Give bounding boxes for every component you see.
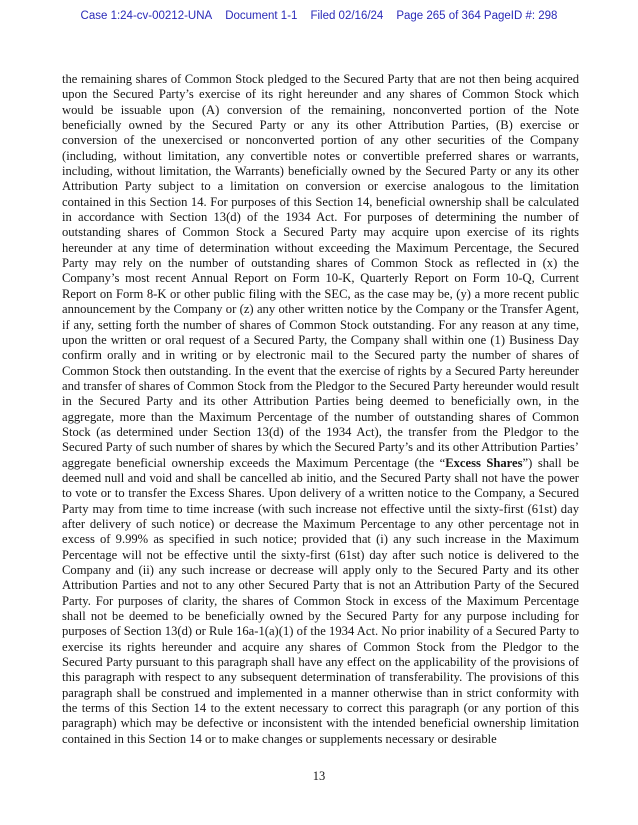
case-header: [0, 10, 638, 22]
paragraph-part1: the remaining shares of Common Stock pledged to the Secured Party that are not then being acquired upon the Secured Party’s exercise of its right hereunder and any shares of Common Stock which would be issuable upon (A) conversion of the remaining, nonconverted portion of the Note beneficially owned by the Secured Party or any its other Attribution Parties, (B) exercise or conversion of the unexercised or nonconverted portion of any other securities of the Company (including, without limitation, any convertible notes or convertible preferred shares or warrants, including, without limitation, the Warrants) beneficially owned by the Secured Party or any its other Attribution Party subject to a limitation on conversion or exercise analogous to the limitation contained in this Section 14. For purposes of this Section 14, beneficial ownership shall be calculated in accordance with Section 13(d) of the 1934 Act. For purposes of determining the number of outstanding shares of Common Stock a Secured Party may acquire upon exercise of its rights hereunder at any time of determination without exceeding the Maximum Percentage, the Secured Party may rely on the number of outstanding shares of Common Stock as reflected in (x) the Company’s most recent Annual Report on Form 10-K, Quarterly Report on Form 10-Q, Current Report on Form 8-K or other public filing with the SEC, as the case may be, (y) a more recent public announcement by the Company or (z) any other written notice by the Company or the Transfer Agent, if any, setting forth the number of shares of Common Stock outstanding. For any reason at any time, upon the written or oral request of a Secured Party, the Company shall within one (1) Business Day confirm orally and in writing or by electronic mail to the Secured party the number of shares of Common Stock then outstanding. In the event that the exercise of rights by a Secured Party hereunder and transfer of shares of Common Stock from the Pledgor to the Secured Party hereunder would result in the Secured Party and its other Attribution Parties being deemed to beneficially own, in the aggregate, more than the Maximum Percentage of the number of outstanding shares of Common Stock (as determined under Section 13(d) of the 1934 Act), the transfer from the Pledgor to the Secured Party of such number of shares by which the Secured Party’s and its other Attribution Parties’ aggregate beneficial ownership exceeds the Maximum Percentage (the “: [62, 72, 579, 470]
page-info: Page 265 of 364 PageID #: 298: [396, 10, 558, 22]
legal-text-paragraph: [62, 72, 579, 747]
document-body: [62, 72, 579, 747]
paragraph-part2: ”) shall be deemed null and void and shall be cancelled ab initio, and the Secured Party shall not have the power to vote or to transfer the Excess Shares. Upon delivery of a written notice to the Company, a Secured Party may from time to time increase (with such increase not effective until the sixty-first (61st) day after delivery of such notice) or decrease the Maximum Percentage to any other percentage not in excess of 9.99% as specified in such notice; provided that (i) any such increase in the Maximum Percentage will not be effective until the sixty-first (61st) day after such notice is delivered to the Company and (ii) any such increase or decrease will apply only to the Secured Party and its other Attribution Parties and not to any other Secured Party that is not an Attribution Party of the Secured Party. For purposes of clarity, the shares of Common Stock in excess of the Maximum Percentage shall not be deemed to be beneficially owned by the Secured Party for any purpose including for purposes of Section 13(d) or Rule 16a-1(a)(1) of the 1934 Act. No prior inability of a Secured Party to exercise its rights hereunder and acquire any shares of Common Stock from the Pledgor to the Secured Party pursuant to this paragraph shall have any effect on the applicability of the provisions of this paragraph with respect to any subsequent determination of transferability. The provisions of this paragraph shall be construed and implemented in a manner otherwise than in strict conformity with the terms of this Section 14 to the extent necessary to correct this paragraph (or any portion of this paragraph) which may be defective or inconsistent with the intended beneficial ownership limitation contained in this Section 14 or to make changes or supplements necessary or desirable: [62, 455, 579, 746]
case-number: Case 1:24-cv-00212-UNA: [80, 10, 213, 22]
page-number: 13: [312, 769, 326, 783]
document-number: Document 1-1: [225, 10, 298, 22]
excess-shares-defined-term: Excess Shares: [445, 455, 523, 470]
page-footer: [0, 769, 638, 784]
filed-date: Filed 02/16/24: [310, 10, 384, 22]
